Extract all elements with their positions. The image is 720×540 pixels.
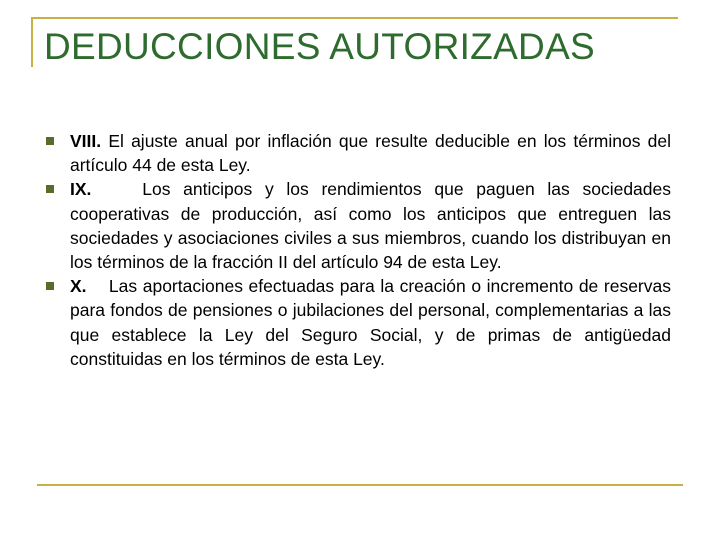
item-text: El ajuste anual por inflación que resulte deducible en los términos del artículo 44 de esta Ley. [70,131,676,176]
square-bullet-icon [46,137,54,145]
item-text: Las aportaciones efectuadas para la creación o incremento de reservas para fondos de pensiones o jubilaciones del personal, complementarias a las que establece la Ley del Seguro Social, y de primas de antigüedad constituidas en los términos de esta Ley. [70,276,676,369]
item-number: VIII. [70,131,102,151]
slide-title: DEDUCCIONES AUTORIZADAS [44,26,596,67]
list-item [46,129,676,177]
list-item [46,274,676,371]
frame-top-line [31,17,678,19]
item-text: Los anticipos y los rendimientos que paguen las sociedades cooperativas de producción, así como los anticipos que entreguen las sociedades y asociaciones civiles a sus miembros, cuando los distribuyan en los términos de la fracción II del artículo 94 de esta Ley. [70,179,676,273]
frame-left-line [31,17,33,67]
square-bullet-icon [46,282,54,290]
item-number: IX. [70,179,92,200]
bullet-list [46,129,676,371]
frame-bottom-line [37,484,683,486]
square-bullet-icon [46,185,54,193]
list-item [46,177,676,274]
item-number: X. [70,276,87,297]
